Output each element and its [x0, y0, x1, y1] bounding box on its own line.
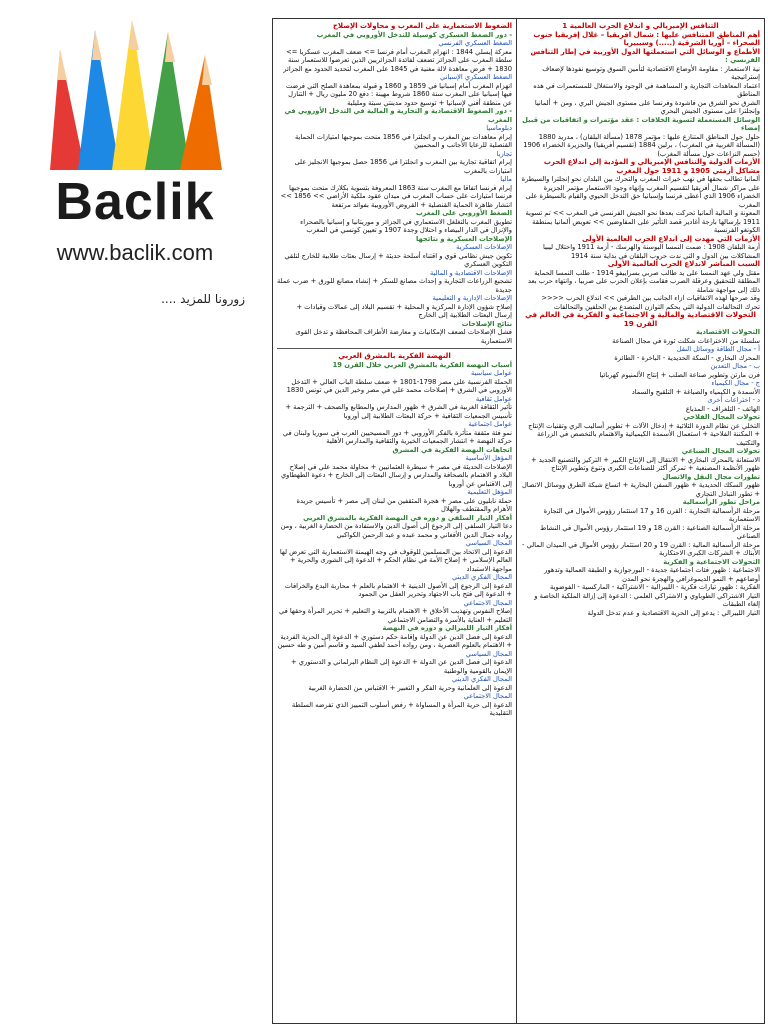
paragraph: انهزام المغرب أمام إسبانيا في 1859 و 1860 و قبوله بمعاهدة الصلح التي فرضت فيها إسبانيا على المغرب سنة 1860 شروط مهينة : دفع 20 مليون ريال + التنازل عن منطقة أفني لإسبانيا + توسيع حدود مدينتي سبتة ومليلية — [285, 81, 512, 107]
subheading: أسباب النهضة الفكرية بالمشرق العربي خلال القرن 19 — [332, 360, 512, 369]
paragraph: أزمة البلقان 1908 : ضمت النمسا البوسنة والهرسك - أزمة 1911 واحتلال ليبيا — [542, 243, 760, 251]
subheading: دبلوماسيا — [486, 124, 512, 132]
paragraph: تكوين جيش نظامي قوي و اقتناء أسلحة حديثة + إرسال بعثات طلابية للخارج لتلقي التكوين العسكري — [284, 251, 512, 268]
subheading: ماليا — [500, 175, 512, 183]
paragraph: الدعوة إلى الرجوع إلى الأصول الدينية + الاهتمام بالعلم + محاربة البدع والخرافات + الدعوة إلى فتح باب الاجتهاد وتحرير العقل من الجمود — [284, 581, 512, 598]
subheading: الفرنسي : — [725, 56, 760, 64]
paragraph: تطويق المغرب بالتغلغل الاستعماري في الجزائر و موريتانيا و إسبانيا بالصحراء والإنزال في الدار البيضاء و احتلال وجدة 1907 و تعيين كونسي في المغرب — [300, 217, 512, 234]
subheading: المؤهل الأساسية — [465, 454, 512, 462]
paragraph: الإصلاحات الحديثة في مصر + سيطرة العثمانيين + محاولة محمد علي في إصلاح البلاد و الاهتمام بالصحافة والمدارس و إرسال البعثات إلى الخارج + دعوة الطهطاوي إلى الاقتباس عن أوروبا — [280, 462, 512, 488]
subheading: الإصلاحات العسكرية و نتائجها — [415, 234, 512, 243]
subheading: - دور الضغوط الاقتصادية و التجارية و المالية في التدخل الأوروبي في المغرب — [284, 107, 512, 124]
baclik-logo — [40, 20, 230, 270]
paragraph: حلول حول المناطق المتنازع عليها : مؤتمر 1878 (مسألة البلقان) ، مدريد 1880 (المسألة الغربية في المغرب) ، برلين 1884 (تقسيم أفريقيا) والجزيرة الخضراء 1906 (حسم النزاعات حول مسألة المغرب) — [523, 132, 760, 158]
paragraph: الفكرية : ظهور تيارات فكرية - الليبرالية - الاشتراكية - الماركسية - الفوضوية — [550, 583, 760, 591]
paragraph: ألمانيا تطالب بحقها في نهب خيرات المغرب والتحرك بين البلدان نحو إنجلترا والسيطرة على مراكز شمال أفريقيا لتقسيم المغرب وإنهاء وجود الاستعمار مؤتمر الجزيرة الخضراء 1906 الذي أعطى فرنسا وإسبانيا حق التدخل الحيوي والقيام بالسيطرة على المغرب — [521, 175, 760, 209]
subheading: تحولات المجال الفلاحي — [683, 413, 760, 421]
paragraph: التخلي عن نظام الدورة الثلاثية + إدخال الآلات + تطوير أساليب الري وتقنيات الإنتاج + المكننة الفلاحية + استعمال الأسمدة الكيميائية والاهتمام بالتخصص في الزراعة والتكثيف — [528, 421, 760, 447]
section-heading: الأزمات التي مهدت إلى اندلاع الحرب العالمية الأولى — [581, 234, 760, 243]
subheading: عوامل ثقافية — [475, 394, 512, 403]
paragraph: المعونة و المالية ألمانيا تحركت بعدها نحو الجيش الفرنسي في المغرب >> تم تسوية 1911 بإرسالها بارجة أغادير قصد التأثير على المفاوضين >> تعويض ألمانيا بمنطقة الكونغو الفرنسية — [525, 209, 760, 234]
subheading: عوامل سياسية — [471, 369, 512, 377]
left-column — [273, 19, 516, 1023]
paragraph: الدعوة إلى فصل الدين عن الدولة + الدعوة إلى النظام البرلماني و الدستوري + الإيمان بالقومية والوطنية — [291, 658, 512, 675]
subheading: المجال الاجتماعي — [463, 692, 512, 700]
subheading: عوامل اجتماعية — [468, 420, 512, 428]
paragraph: فشل الإصلاحات لضعف الإمكانيات و معارضة الأطراف المحافظة و تدخل القوى الاستعمارية — [295, 328, 512, 345]
subheading: ج - مجال الكيمياء — [711, 379, 760, 387]
section-heading: مشاكل أزمتي 1905 و 1911 حول المغرب — [616, 166, 760, 175]
subheading: المجال الفكري الديني — [452, 675, 512, 683]
column-separator — [277, 348, 512, 349]
paragraph: وقد صرحها لهذه الاتفاقيات ازاء الجانب بين الطرفين >> اندلاع الحرب <<<< — [541, 294, 760, 302]
paragraph: الدعوة إلى الاتحاد بين المسلمين للوقوف في وجه الهيمنة الاستعمارية التي تعرض لها العالم الإسلامي + إصلاح الأمة في نظام الحكم + الدعوة إلى الشورى والحرية + مواجهة الاستبداد — [279, 547, 512, 573]
paragraph: تأثير الثقافة الغربية في الشرق + ظهور المدارس والمطابع والصحف + الترجمة + تأسيس الجمعيات الثقافية + حركة البعثات الطلابية إلى أوروبا — [285, 403, 512, 420]
brand-name: Baclik — [55, 173, 215, 231]
subheading: المجال الفكري الديني — [452, 573, 512, 581]
paragraph: الدعوة إلى حرية المرأة و المساواة + رفض أسلوب التمييز الذي تفرضه السلطة التقليدية — [291, 700, 512, 717]
paragraph: الحملة الفرنسية على مصر 1798-1801 + ضعف سلطة الباب العالي + التدخل الأوروبي في الشرق + إصلاحات محمد علي في مصر وخير الدين في تونس 1830 — [286, 377, 512, 394]
paragraph: اعتماد المعاهدات التجارية و المساهمة في الوجود والاستغلال للمستعمرات في هذه المناطق — [533, 81, 760, 98]
paragraph: مرحلة الرأسمالية الصناعية : القرن 18 و 19 استثمار رؤوس الأموال في النشاط الصناعي — [540, 523, 760, 540]
subheading: الضغط الأوروبي على المغرب — [415, 209, 512, 217]
subheading: الوسائل المستعملة لتسوية الخلافات : عقد مؤتمرات و اتفاقيات من قبيل إمضاء — [522, 115, 760, 132]
subheading: أ - مجال الطاقة ووسائل النقل — [676, 345, 760, 353]
subheading: مراحل تطور الرأسمالية — [682, 498, 760, 506]
section-title: التنافس الإمبريالي و اندلاع الحرب العالمية 1 — [562, 21, 719, 30]
brand-panel — [0, 0, 270, 1024]
paragraph: معركة إيسلي 1844 : انهزام المغرب أمام فرنسا => ضعف المغرب عسكريا => سلطة المغرب على الجزائر تضعف لفائدة الجزائريين الذين تعرضوا للاستعمار سنة 1830 + فرض معاهدة لالة مغنية في 1845 على المغرب لتحديد الحدود مع الجزائر — [283, 47, 512, 73]
subheading: - دور الضغط العسكري كوسيلة للتدخل الأوروبي في المغرب — [316, 30, 512, 39]
brand-url[interactable]: www.baclik.com — [56, 240, 214, 265]
subheading: تحولات المجال الصناعي — [681, 447, 760, 455]
paragraph: تحرك التحالفات الدولية التي بحكم التوازن المتصدع بين الحلفين والتحالفات — [553, 302, 760, 311]
paragraph: مقتل ولي عهد النمسا على يد طالب صربي بسراييفو 1914 - طلب النمسا الحماية المطلقة للتحقيق وعرقلة الصرب فقامت بإعلان الحرب على صربيا ، وانتهاء حرب بعد ذلك إلى مواجهة شاملة — [527, 268, 760, 294]
section-title: التحولات الاقتصادية والمالية و الاجتماعية و الفكرية في العالم في القرن 19 — [525, 310, 756, 328]
paragraph: ظهور السكك الحديدية + ظهور السفن البخارية + اتساع شبكة الطرق ووسائل الاتصال + تطور التبادل التجاري — [521, 481, 760, 498]
subheading: الإصلاحات العسكرية — [456, 243, 512, 251]
subheading: الضغط العسكري الفرنسي — [438, 39, 512, 47]
section-heading: السبب المباشر لاندلاع الحرب العالمية الأولى — [607, 260, 760, 268]
paragraph: إصلاح النفوس وتهذيب الأخلاق + الاهتمام بالتربية و التعليم + تحرير المرأة وحقها في التعليم + العناية بالأسرة والتضامن الاجتماعي — [279, 607, 512, 624]
paragraph: إصلاح شؤون الإدارة المركزية و المحلية + تقسيم البلاد إلى عمالات وقيادات + إرسال البعثات الطلابية إلى الخارج — [296, 302, 512, 319]
subheading: المؤهل التعليمية — [467, 488, 512, 496]
paragraph: إبرام معاهدات بين المغرب و انجلترا في 1856 منحت بموجبها امتيازات الحماية القنصلية للرعايا الأجانب و المحميين — [294, 132, 512, 149]
subheading: التحولات الاجتماعية و الفكرية — [663, 557, 760, 566]
paragraph: الدعوة إلى العلمانية وحرية الفكر و التعبير + الاقتباس من الحضارة الغربية — [308, 683, 512, 692]
paragraph: تشجيع الزراعات التجارية و إحداث مصانع للسكر + إنشاء مصانع للورق + ضرب عملة جديدة — [277, 277, 512, 294]
section-heading: الضغوط الاستعمارية على المغرب و محاولات الإصلاح — [332, 22, 512, 30]
paragraph: التيار الليبرالي : يدعو إلى الحرية الاقتصادية و عدم تدخل الدولة — [587, 608, 760, 617]
subheading: نتائج الإصلاحات — [461, 319, 512, 328]
paragraph: إبرام فرنسا اتفاقا مع المغرب سنة 1863 المعروفة بتسوية بكلارك منحت بموجبها فرنسا امتيازات على حساب المغرب في ميدان عقود ملكية الأراضي >> 1856 >> انتشار ظاهرة الحماية القنصلية + القروض الأوروبية بفوائد مرتفعة — [280, 183, 512, 209]
paragraph: المحرك البخاري - السكة الحديدية - الباخرة - الطائرة — [614, 353, 760, 362]
subheading: أفكار التيار السلفي و دوره في النهضة الفكرية بالمشرق العربي — [303, 513, 512, 522]
paragraph: الدعوة إلى فصل الدين عن الدولة وإقامة حكم دستوري + الدعوة إلى الحرية الفردية + الاهتمام بالعلوم العصرية ، ومن رواده أحمد لطفي السيد و قاسم أمين و طه حسين — [277, 632, 512, 649]
subheading: تطورات مجال النقل والاتصال — [662, 472, 760, 481]
subheading: المجال الاجتماعي — [463, 598, 512, 607]
subheading: الإصلاحات الإدارية و التعليمية — [432, 294, 512, 302]
subheading: الضغط العسكري الإسباني — [440, 73, 512, 81]
paragraph: دعا التيار السلفي إلى الرجوع إلى أصول الدين والاستفادة من الحضارة الغربية ، ومن رواده جمال الدين الأفغاني و محمد عبده و عبد الرحمن الكواكبي — [280, 522, 512, 539]
paragraph: الشرق نحو الشرق من فاشودة وفرنسا على مستوى الجيش البري ، ومن + ألمانيا وإنجلترا على مستوى الجيش البحري — [534, 98, 760, 115]
document-page — [272, 18, 765, 1024]
subheading: المجال السياسي — [465, 649, 512, 658]
paragraph: المشاكلات بين الدول و التي ندت حروب البلقان في بداية سنة 1914 — [571, 251, 760, 260]
subheading: اتجاهات النهضة الفكرية في المشرق — [392, 445, 512, 454]
paragraph: مرحلة الرأسمالية المالية : القرن 19 و 20 استثمار رؤوس الأموال في الميدان المالي - الأبناك + الشركات الكبرى الاحتكارية — [522, 540, 760, 557]
paragraph: نية الاستعمار : مقاومة الأوضاع الاقتصادية لتأمين السوق وتوسيع نفوذها لإضعاف إستراتيجية — [542, 64, 760, 81]
paragraph: سلسلة من الاختراعات شكلت ثورة في مجال الصناعة — [612, 336, 760, 345]
subheading: أفكار التيار الليبرالي و دوره في النهضة — [382, 624, 512, 632]
paragraph: مرحلة الرأسمالية التجارية : القرن 16 و 17 استثمار رؤوس الأموال في التجارة الاستعمارية — [543, 506, 760, 523]
paragraph: الأسمدة و الكيمياء والصباغة + التلقيح والسماد — [631, 387, 760, 396]
section-heading: الأزمات الدولية والتنافس الإمبريالي و المؤدية إلى اندلاع الحرب — [543, 158, 760, 166]
section-heading: الأطماع و الوسائل التي استعملتها الدول الأوربية في إطار التنافس — [530, 47, 760, 56]
paragraph: نمو فئة مثقفة متأثرة بالفكر الأوروبي + دور المسيحيين العرب في سوريا ولبنان في حركة النهضة + انتشار الجمعيات الخيرية والثقافية والمدارس الأهلية — [282, 428, 512, 445]
paragraph: الهاتف - التلغراف - المذياع — [685, 404, 760, 413]
paragraph: فرن مارتن وتطوير صناعة الصلب + إنتاج الألمنيوم كهربائيا — [599, 370, 760, 379]
subheading: التحولات الاقتصادية — [695, 328, 760, 336]
subheading: المجال السياسي — [465, 539, 512, 547]
section-title: النهضة الفكرية بالمشرق العربي — [338, 351, 451, 360]
paragraph: التيار الاشتراكي الطوباوي و الاشتراكي العلمي : الدعوة إلى إزالة الملكية الخاصة و إلغاء الطبقات — [534, 591, 760, 608]
visit-text: زورونا للمزيد .... — [161, 292, 245, 306]
right-column — [516, 19, 764, 1023]
subheading: ب - مجال التعدين — [710, 362, 760, 370]
subheading: تجاريا — [496, 149, 512, 158]
subheading: الإصلاحات الاقتصادية و المالية — [429, 268, 512, 277]
paragraph: إبرام اتفاقية تجارية بين المغرب و انجلترا في 1856 حصل بموجبها الانجليز على امتيازات بالمغرب — [294, 158, 512, 175]
paragraph: الاستعانة بالمحرك البخاري + الانتقال إلى الإنتاج الكبير + التركيز والتصنيع الجديد + ظهور الأنظمة المصنعية + تمركز أكثر للصناعات الكبرى وتنوع وتطوير الإنتاج — [530, 455, 760, 472]
section-heading: أهم المناطق المتنافس عليها : شمال افريقيا – غلال إفريقيا جنوب الصحراء – أوربا الشرقية (.....) وسيبيريا — [533, 30, 760, 47]
paragraph: الاجتماعية : ظهور فئات اجتماعية جديدة - البورجوازية و الطبقة العمالية وتدهور أوضاعهم + النمو الديموغرافي والهجرة نحو المدن — [544, 566, 760, 583]
subheading: د - اختراعات أخرى — [707, 396, 760, 404]
paragraph: حملة نابليون على مصر + هجرة المثقفين من لبنان إلى مصر + تأسيس جريدة الأهرام والمقتطف والهلال — [296, 496, 512, 513]
